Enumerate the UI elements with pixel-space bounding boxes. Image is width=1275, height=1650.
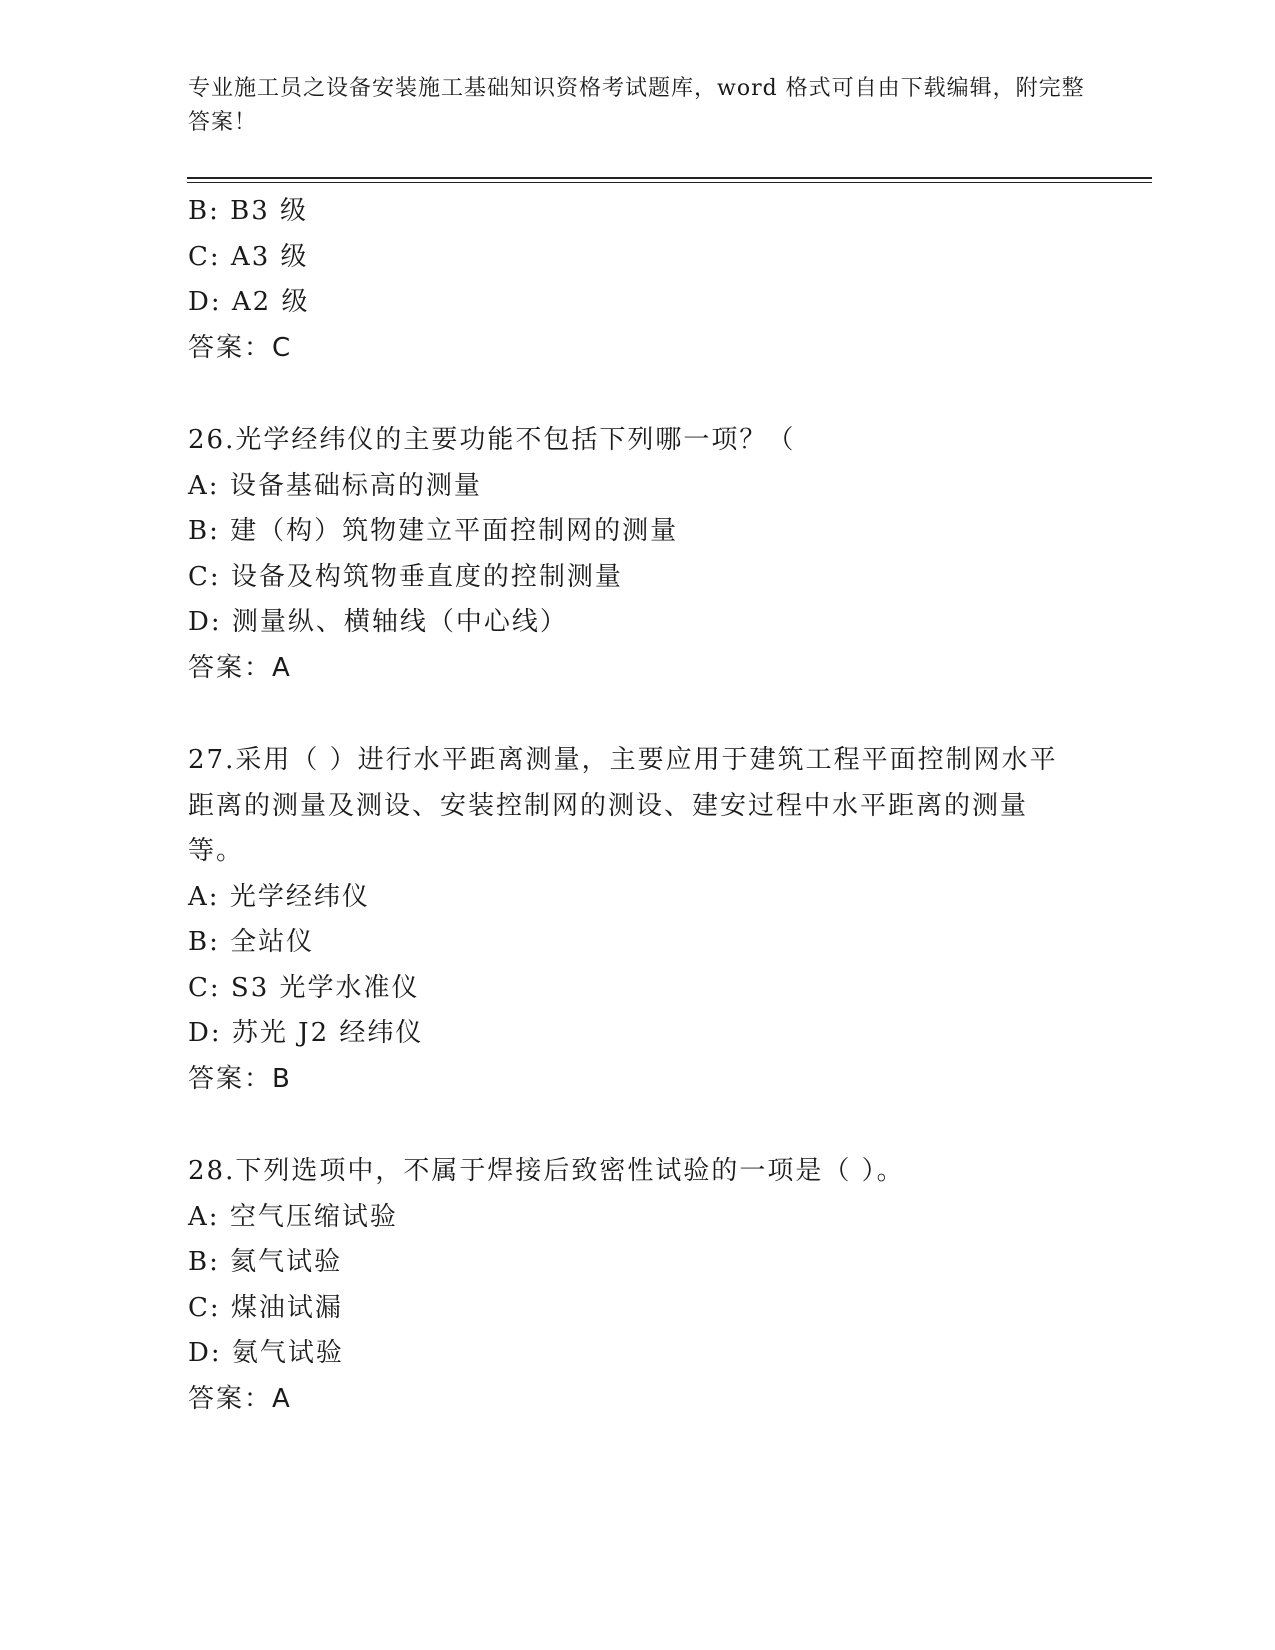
question-stem: 28.下列选项中，不属于焊接后致密性试验的一项是（ ）。 <box>188 1156 905 1186</box>
option-item: D: A2 级 <box>188 287 310 317</box>
document-body <box>188 189 1068 1422</box>
header-divider <box>187 177 1152 179</box>
option-item: D: 苏光 J2 经纬仪 <box>188 1018 424 1048</box>
option-item: A: 光学经纬仪 <box>188 881 370 912</box>
option-item: A: 设备基础标高的测量 <box>188 470 482 501</box>
option-item: B: 氦气试验 <box>188 1247 343 1277</box>
option-item: B: 全站仪 <box>188 927 315 957</box>
option-item: D: 氨气试验 <box>188 1338 344 1368</box>
answer-line: 答案：A <box>188 652 292 683</box>
option-item: C: A3 级 <box>188 241 309 272</box>
option-item: B: 建（构）筑物建立平面控制网的测量 <box>188 516 679 546</box>
option-item: D: 测量纵、横轴线（中心线） <box>188 607 568 637</box>
option-item: B: B3 级 <box>188 196 309 226</box>
page-header: 专业施工员之设备安装施工基础知识资格考试题库，word 格式可自由下载编辑，附完整答案！ <box>188 76 1085 135</box>
answer-line: 答案：A <box>188 1383 292 1414</box>
option-item: C: 煤油试漏 <box>188 1292 343 1323</box>
answer-line: 答案：B <box>188 1063 292 1094</box>
option-item: C: 设备及构筑物垂直度的控制测量 <box>188 561 623 592</box>
option-item: C: S3 光学水准仪 <box>188 972 420 1003</box>
option-item: A: 空气压缩试验 <box>188 1201 398 1232</box>
header-divider-thin <box>187 182 1152 183</box>
question-stem: 27.采用（ ）进行水平距离测量，主要应用于建筑工程平面控制网水平距离的测量及测设、安装控制网的测设、建安过程中水平距离的测量等。 <box>188 745 1058 866</box>
question-stem: 26.光学经纬仪的主要功能不包括下列哪一项？（ <box>188 425 796 455</box>
answer-line: 答案：C <box>188 332 293 363</box>
